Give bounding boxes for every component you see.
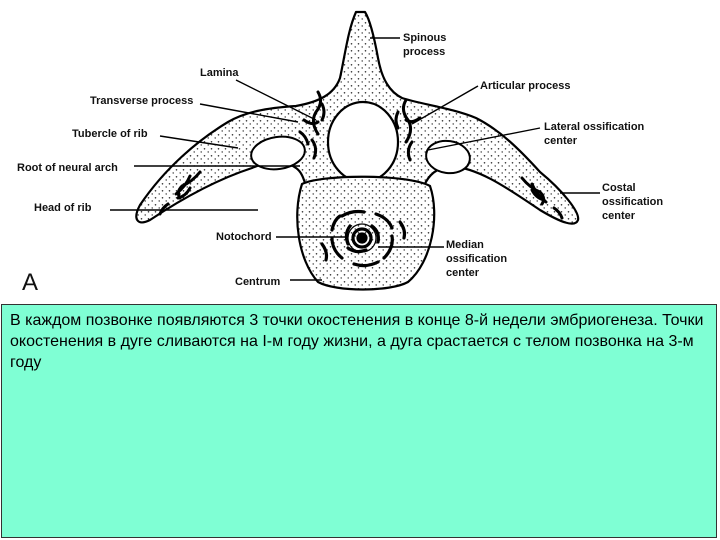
label-median-ossification-3: center — [446, 267, 480, 279]
caption-text: В каждом позвонке появляются 3 точки окостенения в конце 8-й недели эмбриогенеза. Точки окостенения в дуге сливаются на I-м году жизни, а дуга срастается с телом позвонка на 3-м году — [10, 312, 704, 371]
label-spinous-process-1: Spinous — [403, 32, 447, 44]
centrum-body — [297, 177, 434, 290]
label-notochord: Notochord — [216, 231, 272, 243]
panel-letter: A — [22, 269, 39, 296]
label-head-of-rib: Head of rib — [34, 202, 92, 214]
vertebral-foramen — [328, 102, 398, 182]
label-costal-ossification-2: ossification — [602, 196, 664, 208]
label-spinous-process-2: process — [403, 46, 446, 58]
label-median-ossification-2: ossification — [446, 253, 508, 265]
label-lamina: Lamina — [200, 67, 239, 79]
label-lateral-ossification-1: Lateral ossification — [544, 121, 645, 133]
label-root-of-neural-arch: Root of neural arch — [17, 162, 118, 174]
label-costal-ossification-3: center — [602, 210, 636, 222]
label-lateral-ossification-2: center — [544, 135, 578, 147]
label-articular-process: Articular process — [480, 80, 571, 92]
label-median-ossification-1: Median — [446, 239, 484, 251]
label-costal-ossification-1: Costal — [602, 182, 636, 194]
caption-box — [1, 304, 717, 538]
label-transverse-process: Transverse process — [90, 95, 194, 107]
label-centrum: Centrum — [235, 276, 281, 288]
label-tubercle-of-rib: Tubercle of rib — [72, 128, 148, 140]
